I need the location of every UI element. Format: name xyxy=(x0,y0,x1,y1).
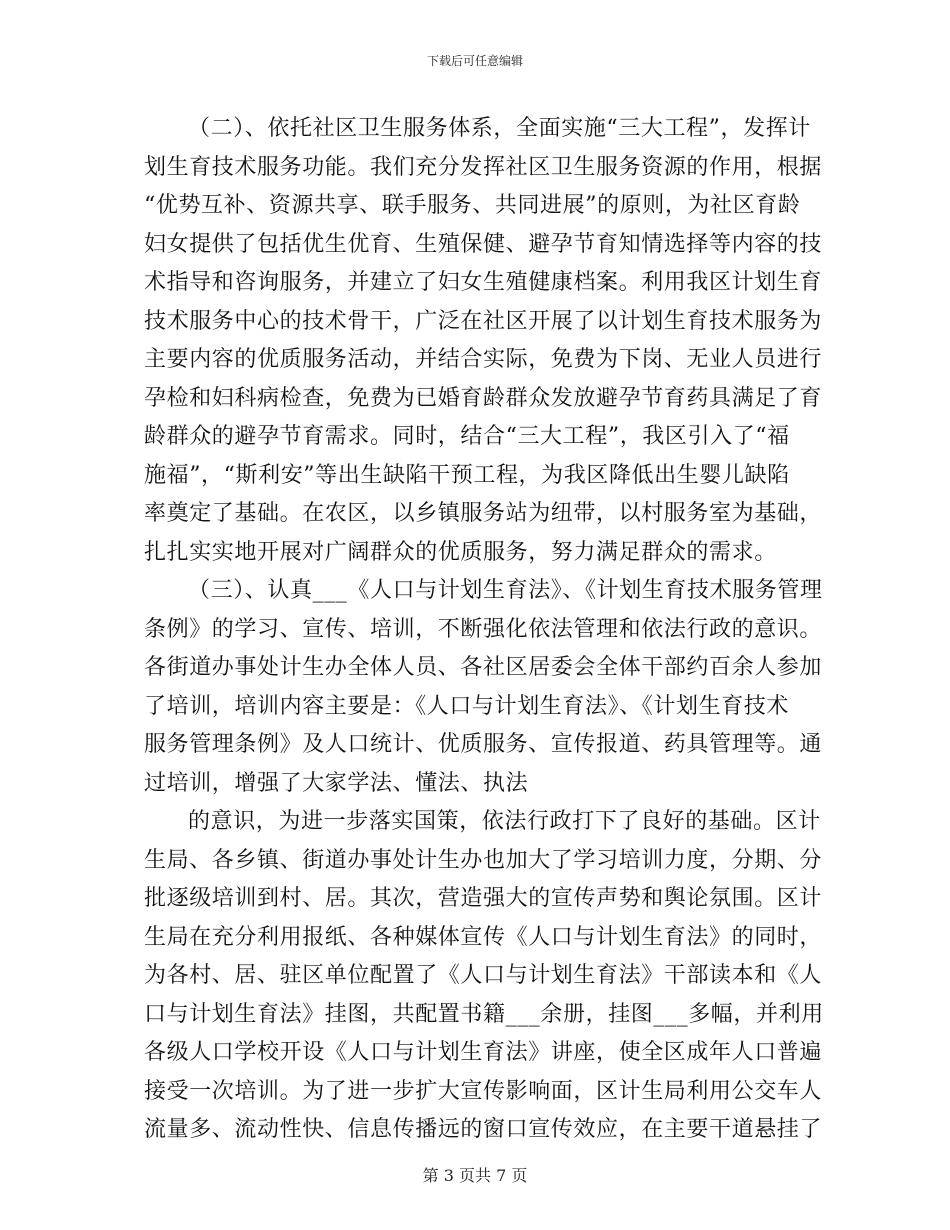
text-line: 各级人口学校开设《人口与计划生育法》讲座，使全区成年人口普遍 xyxy=(144,1040,823,1065)
text-line: 过培训，增强了大家学法、懂法、执法 xyxy=(144,770,529,796)
text-line: 的意识，为进一步落实国策，依法行政打下了良好的基础。区计 xyxy=(188,809,821,834)
text-line: 接受一次培训。为了进一步扩大宣传影响面，区计生局利用公交车人 xyxy=(144,1078,823,1104)
text-line: （二）、依托社区卫生服务体系，全面实施“三大工程”，发挥计 xyxy=(188,116,811,141)
text-line: 生局、各乡镇、街道办事处计生办也加大了学习培训力度，分期、分 xyxy=(144,847,823,873)
text-line: 术指导和咨询服务，并建立了妇女生殖健康档案。利用我区计划生育 xyxy=(144,270,823,295)
text-line: “优势互补、资源共享、联手服务、共同进展”的原则，为社区育龄 xyxy=(144,193,801,218)
text-line: 孕检和妇科病检查，免费为已婚育龄群众发放避孕节育药具满足了育 xyxy=(144,385,823,411)
text-line: 口与计划生育法》挂图，共配置书籍___余册，挂图___多幅，并利用 xyxy=(144,1001,824,1027)
text-line: 批逐级培训到村、居。其次，营造强大的宣传声势和舆论氛围。区计 xyxy=(144,886,823,911)
text-line: 率奠定了基础。在农区，以乡镇服务站为纽带，以村服务室为基础， xyxy=(144,501,823,526)
text-line: 生局在充分利用报纸、各种媒体宣传《人口与计划生育法》的同时， xyxy=(144,924,823,950)
text-line: 施福”，“斯利安”等出生缺陷干预工程，为我区降低出生婴儿缺陷 xyxy=(144,462,790,488)
text-line: 龄群众的避孕节育需求。同时，结合“三大工程”，我区引入了“福 xyxy=(144,424,790,449)
text-line: 条例》的学习、宣传、培训，不断强化依法管理和依法行政的意识。 xyxy=(144,616,823,642)
text-line: 服务管理条例》及人口统计、优质服务、宣传报道、药具管理等。通 xyxy=(144,732,823,757)
text-line: 划生育技术服务功能。我们充分发挥社区卫生服务资源的作用，根据 xyxy=(144,154,823,180)
text-line: 妇女提供了包括优生优育、生殖保健、避孕节育知情选择等内容的技 xyxy=(144,231,823,257)
page-header: 下载后可任意编辑 xyxy=(426,54,523,68)
text-line: 为各村、居、驻区单位配置了《人口与计划生育法》干部读本和《人 xyxy=(144,963,823,988)
page-number-footer: 第 3 页共 7 页 xyxy=(422,1166,528,1185)
document-body xyxy=(144,110,824,1150)
text-line: 流量多、流动性快、信息传播远的窗口宣传效应，在主要干道悬挂了 xyxy=(144,1117,823,1142)
text-line: 技术服务中心的技术骨干，广泛在社区开展了以计划生育技术服务为 xyxy=(144,308,823,334)
text-line: 各街道办事处计生办全体人员、各社区居委会全体干部约百余人参加 xyxy=(144,655,823,680)
text-line: 主要内容的优质服务活动，并结合实际，免费为下岗、无业人员进行 xyxy=(144,347,823,372)
text-line: （三）、认真___《人口与计划生育法》、《计划生育技术服务管理 xyxy=(188,578,823,603)
text-line: 了培训，培训内容主要是：《人口与计划生育法》、《计划生育技术 xyxy=(144,693,790,719)
text-line: 扎扎实实地开展对广阔群众的优质服务，努力满足群众的需求。 xyxy=(144,539,777,565)
